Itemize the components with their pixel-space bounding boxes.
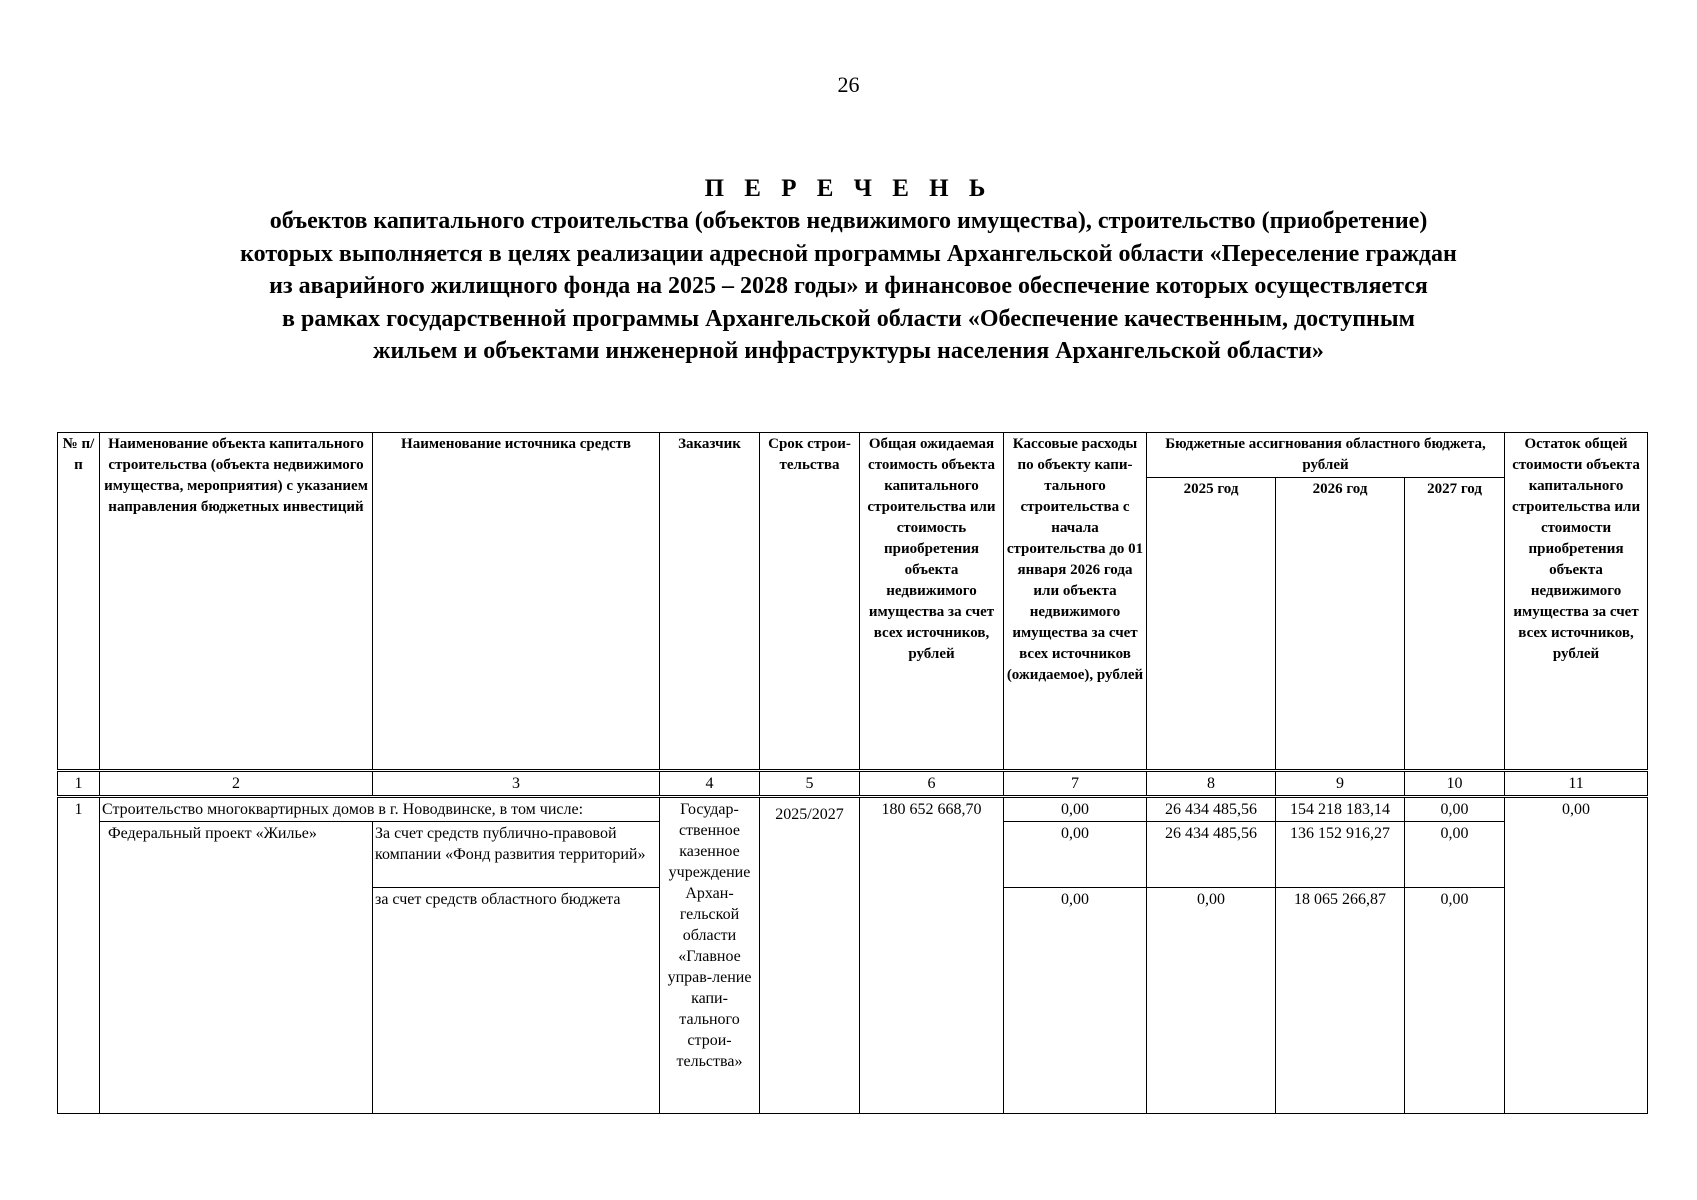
title-heading: П Е Р Е Ч Е Н Ь (704, 175, 993, 202)
budget-2027: 0,00 (1405, 822, 1505, 888)
row-number-empty (58, 822, 100, 888)
remainder: 0,00 (1505, 797, 1648, 1114)
header-object-name: Наименование объекта капитального строительства (объекта недвижимого имущества, мероприятия) с указанием направления бюджетных инвестиций (100, 433, 373, 771)
budget-2025: 0,00 (1147, 888, 1276, 1114)
table-row (58, 797, 1648, 822)
col-number: 4 (660, 771, 760, 797)
title-line-2: которых выполняется в целях реализации адресной программы Архангельской области «Переселение граждан (240, 240, 1457, 267)
cash-expenses: 0,00 (1004, 822, 1147, 888)
cash-expenses: 0,00 (1004, 888, 1147, 1114)
total-cost: 180 652 668,70 (860, 797, 1004, 1114)
col-number: 7 (1004, 771, 1147, 797)
budget-2025: 26 434 485,56 (1147, 822, 1276, 888)
header-remainder: Остаток общей стоимости объекта капитального строительства или стоимости приобретения объекта недвижимого имущества за счет всех источников, рублей (1505, 433, 1648, 771)
funding-source: за счет средств областного бюджета (373, 888, 660, 1114)
col-number: 5 (760, 771, 860, 797)
col-number: 1 (58, 771, 100, 797)
header-cash-expenses: Кассовые расходы по объекту капи-тального строительства с начала строительства до 01 января 2026 года или объекта недвижимого имущества за счет всех источников (ожидаемое), рублей (1004, 433, 1147, 771)
column-numbers-row (58, 771, 1648, 797)
title-line-1: объектов капитального строительства (объектов недвижимого имущества), строительство (приобретение) (269, 208, 1428, 234)
cash-expenses: 0,00 (1004, 797, 1147, 822)
header-2025: 2025 год (1147, 478, 1276, 771)
header-2027: 2027 год (1405, 478, 1505, 771)
header-term: Срок строи-тельства (760, 433, 860, 771)
construction-term: 2025/2027 (760, 797, 860, 1114)
row-number: 1 (58, 797, 100, 822)
col-number: 8 (1147, 771, 1276, 797)
col-number: 10 (1405, 771, 1505, 797)
budget-2026: 136 152 916,27 (1276, 822, 1405, 888)
title-line-5: жильем и объектами инженерной инфраструктуры населения Архангельской области» (373, 338, 1324, 364)
header-customer: Заказчик (660, 433, 760, 771)
budget-2027: 0,00 (1405, 888, 1505, 1114)
budget-2027: 0,00 (1405, 797, 1505, 822)
subproject-name: Федеральный проект «Жилье» (100, 822, 373, 1114)
document-title (0, 173, 1697, 368)
budget-2025: 26 434 485,56 (1147, 797, 1276, 822)
col-number: 11 (1505, 771, 1648, 797)
title-line-3: из аварийного жилищного фонда на 2025 – 2028 годы» и финансовое обеспечение которых осуществляется (269, 273, 1428, 299)
col-number: 6 (860, 771, 1004, 797)
customer: Государ-ственное казенное учреждение Архан-гельской области «Главное управ-ление капи-тального строи-тельства» (660, 797, 760, 1114)
row-number-empty (58, 888, 100, 1114)
budget-2026: 18 065 266,87 (1276, 888, 1405, 1114)
title-line-4: в рамках государственной программы Архангельской области «Обеспечение качественным, доступным (282, 305, 1415, 332)
header-num: № п/п (58, 433, 100, 771)
page-number: 26 (837, 72, 860, 97)
header-budget-group: Бюджетные ассигнования областного бюджета, рублей (1147, 433, 1505, 478)
col-number: 9 (1276, 771, 1405, 797)
object-name: Строительство многоквартирных домов в г. Новодвинске, в том числе: (100, 797, 660, 822)
funding-source: За счет средств публично-правовой компании «Фонд развития территорий» (373, 822, 660, 888)
header-row (58, 433, 1648, 478)
objects-table (57, 432, 1648, 1114)
budget-2026: 154 218 183,14 (1276, 797, 1405, 822)
header-source-name: Наименование источника средств (373, 433, 660, 771)
header-total-cost: Общая ожидаемая стоимость объекта капитального строительства или стоимость приобретения объекта недвижимого имущества за счет всех источников, рублей (860, 433, 1004, 771)
col-number: 2 (100, 771, 373, 797)
header-2026: 2026 год (1276, 478, 1405, 771)
col-number: 3 (373, 771, 660, 797)
